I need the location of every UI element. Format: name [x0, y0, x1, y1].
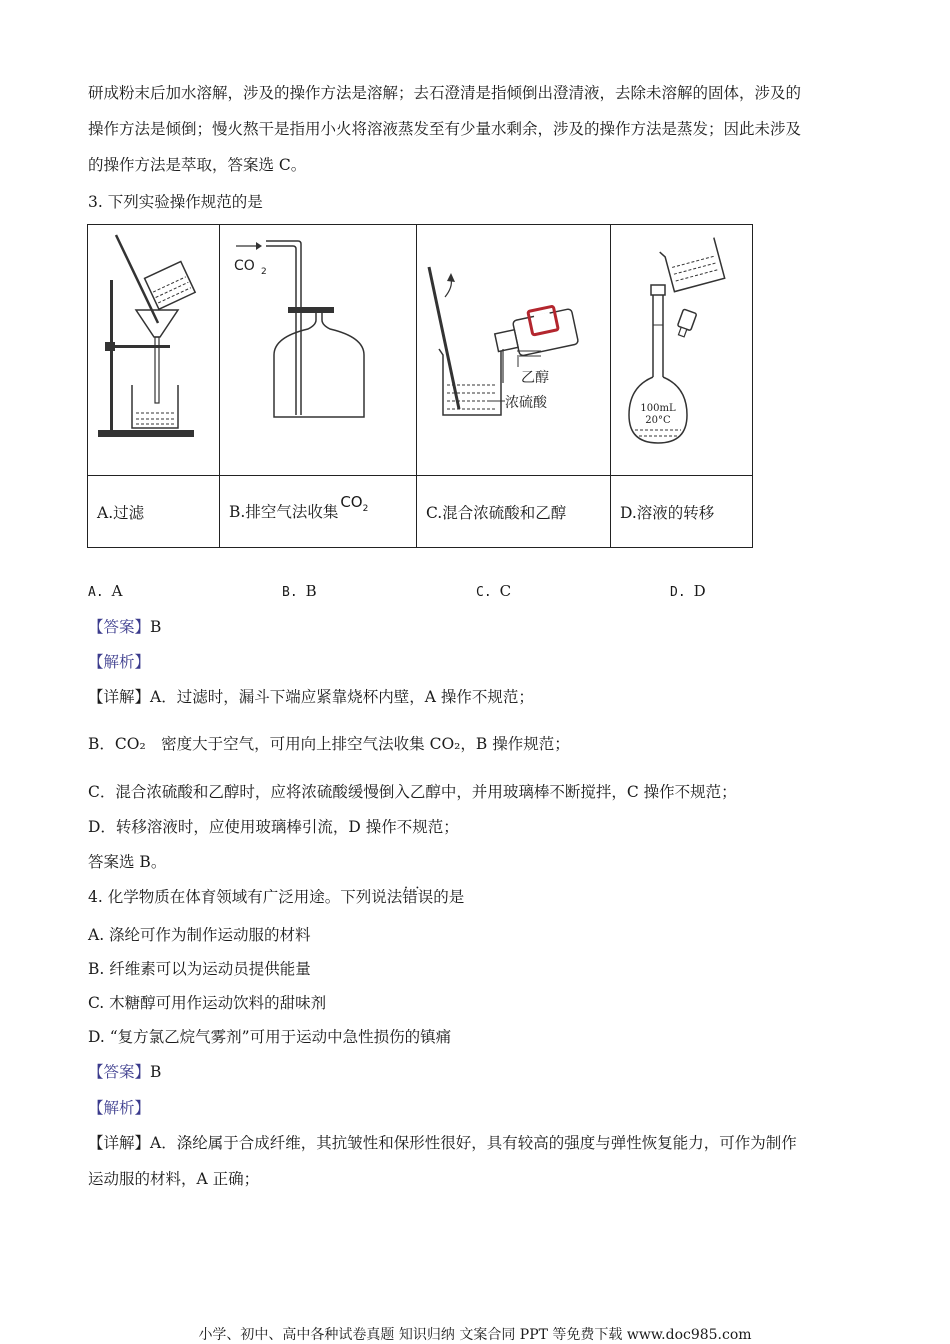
- q3-option-b[interactable]: B. B: [282, 582, 317, 600]
- q3-title: 3. 下列实验操作规范的是: [88, 193, 263, 211]
- caption-b: B.排空气法收集: [229, 502, 339, 521]
- q4-option-d[interactable]: D. “复方氯乙烷气雾剂”可用于运动中急性损伤的镇痛: [88, 1028, 452, 1046]
- caption-b-cell: [220, 476, 417, 548]
- mixing-acid-figure: [417, 225, 610, 471]
- figure-d-cell: [611, 225, 753, 476]
- ethanol-label: 乙醇: [521, 370, 549, 386]
- q4-option-a[interactable]: A. 涤纶可作为制作运动服的材料: [88, 926, 311, 944]
- figure-b-cell: [220, 225, 417, 476]
- experiment-table: [87, 224, 753, 548]
- caption-c: C.混合浓硫酸和乙醇: [417, 476, 611, 548]
- q4-analysis-label: 【解析】: [88, 1099, 151, 1117]
- q3-option-d[interactable]: D. D: [670, 582, 706, 600]
- q3-analysis-label: 【解析】: [88, 653, 151, 671]
- sulfuric-label: 浓硫酸: [505, 395, 547, 411]
- gas-collection-figure: [220, 225, 416, 471]
- q3-option-c[interactable]: C. C: [476, 582, 512, 600]
- q4-option-b[interactable]: B. 纤维素可以为运动员提供能量: [88, 960, 311, 978]
- co2-label-sub: 2: [261, 267, 267, 277]
- co2-label: CO: [234, 258, 255, 274]
- page-footer: 小学、初中、高中各种试卷真题 知识归纳 文案合同 PPT 等免费下载 www.doc985.com: [198, 1327, 752, 1343]
- q3-option-a[interactable]: A. A: [88, 582, 123, 600]
- q3-detail-c: C．混合浓硫酸和乙醇时，应将浓硫酸缓慢倒入乙醇中，并用玻璃棒不断搅拌，C 操作不规范；: [88, 783, 737, 801]
- q4-title-emphasis: • • 错误: [402, 888, 433, 906]
- intro-line-1: 研成粉末后加水溶解，涉及的操作方法是溶解；去石澄清是指倾倒出澄清液，去除未溶解的固体，涉及的: [88, 84, 802, 102]
- q4-detail-a-line1: 【详解】A．涤纶属于合成纤维，其抗皱性和保形性很好，具有较高的强度与弹性恢复能力，可作为制作: [88, 1134, 797, 1152]
- q4-detail-a-line2: 运动服的材料，A 正确；: [88, 1170, 260, 1188]
- caption-b-formula: $CO_2$: [340, 492, 369, 514]
- flask-temp-label: 20°C: [645, 415, 671, 426]
- q3-answer: 【答案】B: [88, 618, 162, 636]
- q3-detail-a: 【详解】A．过滤时，漏斗下端应紧靠烧杯内壁，A 操作不规范；: [88, 688, 534, 706]
- solution-transfer-figure: [611, 225, 752, 471]
- q4-answer: 【答案】B: [88, 1063, 162, 1081]
- figure-c-cell: [417, 225, 611, 476]
- intro-line-2: 操作方法是倾倒；慢火熬干是指用小火将溶液蒸发至有少量水剩余，涉及的操作方法是蒸发；因此未涉及: [88, 120, 802, 138]
- q3-conclusion: 答案选 B。: [88, 853, 167, 871]
- q3-detail-b: B．CO₂ 密度大于空气，可用向上排空气法收集 CO₂，B 操作规范；: [88, 735, 570, 753]
- caption-a: A.过滤: [88, 476, 220, 548]
- q4-option-c[interactable]: C. 木糖醇可用作运动饮料的甜味剂: [88, 994, 327, 1012]
- q3-detail-d: D．转移溶液时，应使用玻璃棒引流，D 操作不规范；: [88, 818, 459, 836]
- flask-volume-label: 100mL: [640, 403, 676, 414]
- figure-a-cell: [88, 225, 220, 476]
- intro-line-3: 的操作方法是萃取，答案选 C。: [88, 156, 307, 174]
- q4-title: 4. 化学物质在体育领域有广泛用途。下列说法• • 错误的是: [88, 887, 464, 907]
- caption-d: D.溶液的转移: [611, 476, 753, 548]
- filtration-figure: [88, 225, 219, 471]
